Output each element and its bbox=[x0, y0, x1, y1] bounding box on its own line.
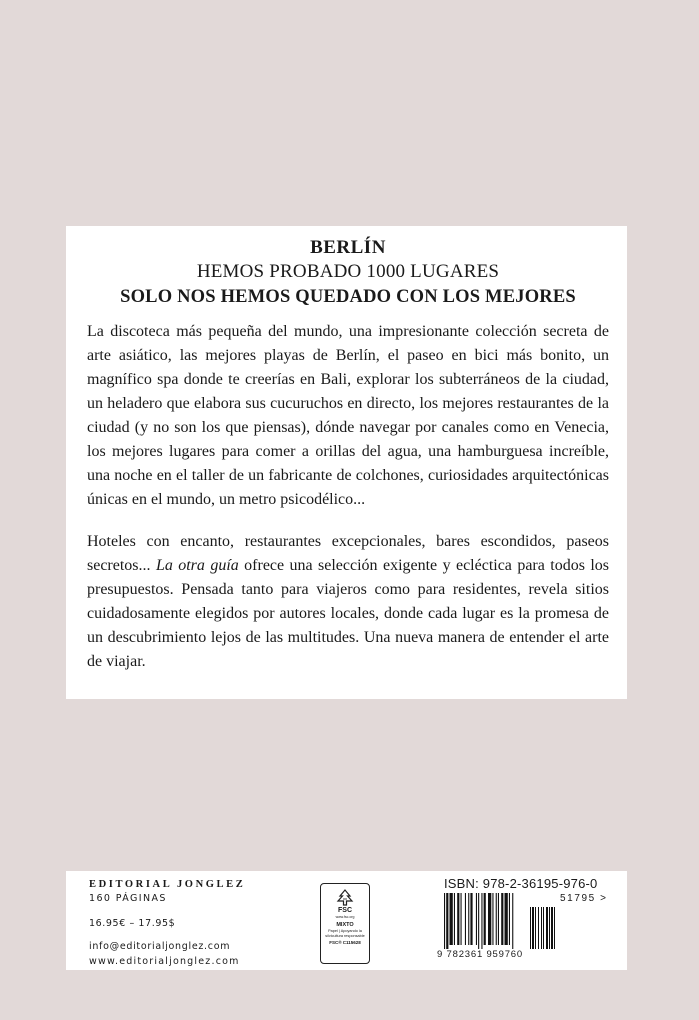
barcode-bar bbox=[498, 893, 499, 945]
series-name: La otra guía bbox=[155, 557, 239, 574]
fsc-label bbox=[320, 883, 370, 964]
barcode-bar bbox=[512, 893, 513, 949]
barcode-bar bbox=[476, 893, 477, 945]
fsc-name: FSC bbox=[338, 907, 352, 914]
barcode-bar bbox=[444, 893, 445, 949]
barcode-bar bbox=[470, 893, 472, 945]
barcode-bar bbox=[454, 893, 455, 945]
description-paragraph-2 bbox=[87, 530, 609, 674]
barcode-bar bbox=[501, 893, 503, 945]
barcode-addon-digits: 51795 > bbox=[560, 893, 608, 904]
fsc-code: FSC® C115628 bbox=[329, 940, 361, 945]
fsc-site: www.fsc.org bbox=[335, 915, 355, 919]
barcode-addon-bar bbox=[546, 907, 548, 949]
barcode-bar bbox=[465, 893, 466, 945]
barcode-addon-bar bbox=[554, 907, 555, 949]
barcode-bar bbox=[468, 893, 469, 945]
contact-email: info@editorialjonglez.com bbox=[89, 941, 231, 952]
barcode-bar bbox=[484, 893, 486, 945]
fsc-mix-label: MIXTO bbox=[336, 922, 354, 928]
title-block bbox=[87, 236, 609, 310]
barcode-bar bbox=[509, 893, 510, 945]
barcode-bar bbox=[496, 893, 497, 945]
barcode-bar bbox=[481, 893, 482, 949]
barcode-bar bbox=[478, 893, 479, 949]
barcode-addon-bar bbox=[530, 907, 531, 949]
publisher-info bbox=[89, 878, 245, 969]
barcode-digits: 9 782361 959760 bbox=[437, 949, 523, 960]
barcode-addon-bar bbox=[541, 907, 542, 949]
barcode-bar bbox=[492, 893, 493, 945]
website: www.editorialjonglez.com bbox=[89, 956, 240, 967]
barcode-bar bbox=[461, 893, 462, 945]
barcode-bar bbox=[457, 893, 459, 945]
footer-box bbox=[66, 871, 627, 970]
barcode-bar bbox=[446, 893, 448, 949]
barcode-addon-bar bbox=[532, 907, 534, 949]
book-subtitle: HEMOS PROBADO 1000 LUGARES bbox=[196, 261, 500, 282]
book-title: BERLÍN bbox=[310, 237, 386, 258]
fsc-tree-icon bbox=[334, 889, 356, 907]
barcode-addon-bar bbox=[543, 907, 544, 949]
barcode-bar bbox=[450, 893, 453, 945]
barcode-bar bbox=[488, 893, 491, 945]
paragraph-2-start: Hoteles con encanto, restaurantes excepcionales, bares escondidos, paseos secretos... bbox=[87, 533, 609, 574]
page-count: 160 PÁGINAS bbox=[89, 893, 167, 904]
isbn: ISBN: 978-2-36195-976-0 bbox=[444, 876, 598, 891]
description-paragraph-1: La discoteca más pequeña del mundo, una impresionante colección secreta de arte asiático, las mejores playas de Berlín, el paseo en bici más bonito, un magnífico spa donde te creerías en Bali, explorar los subterráneos de la ciudad, un heladero que elabora sus cucuruchos en directo, los mejores restaurantes de la ciudad (y no son los que piensas), dónde navegar por canales como en Venecia, los mejores lugares para comer a orillas del agua, una hamburguesa increíble, una noche en el taller de un fabricante de colchones, curiosidades arquitectónicas únicas en el mundo, un metro psicodélico... bbox=[87, 323, 609, 508]
barcode-addon-bar bbox=[535, 907, 536, 949]
barcode-bar bbox=[505, 893, 508, 945]
publisher-name: EDITORIAL JONGLEZ bbox=[89, 879, 246, 890]
barcode-addon-bar bbox=[538, 907, 539, 949]
barcode-addon-bar bbox=[551, 907, 553, 949]
fsc-description: Papel | Apoyando la silvicultura responsable bbox=[325, 929, 365, 938]
paragraph-2-end: ofrece una selección exigente y ecléctica para todos los presupuestos. Pensada tanto para viajeros como para residentes, revela sitios cuidadosamente elegidos por autores locales, donde cada lugar es la promesa de un descubrimiento lejos de las multitudes. Una nueva manera de entender el arte de viajar. bbox=[87, 557, 609, 670]
back-cover-blurb bbox=[66, 226, 627, 699]
price: 16.95€ – 17.95$ bbox=[89, 918, 176, 929]
barcode-addon-bar bbox=[549, 907, 550, 949]
barcode bbox=[444, 893, 559, 949]
book-tagline: SOLO NOS HEMOS QUEDADO CON LOS MEJORES bbox=[120, 287, 576, 307]
